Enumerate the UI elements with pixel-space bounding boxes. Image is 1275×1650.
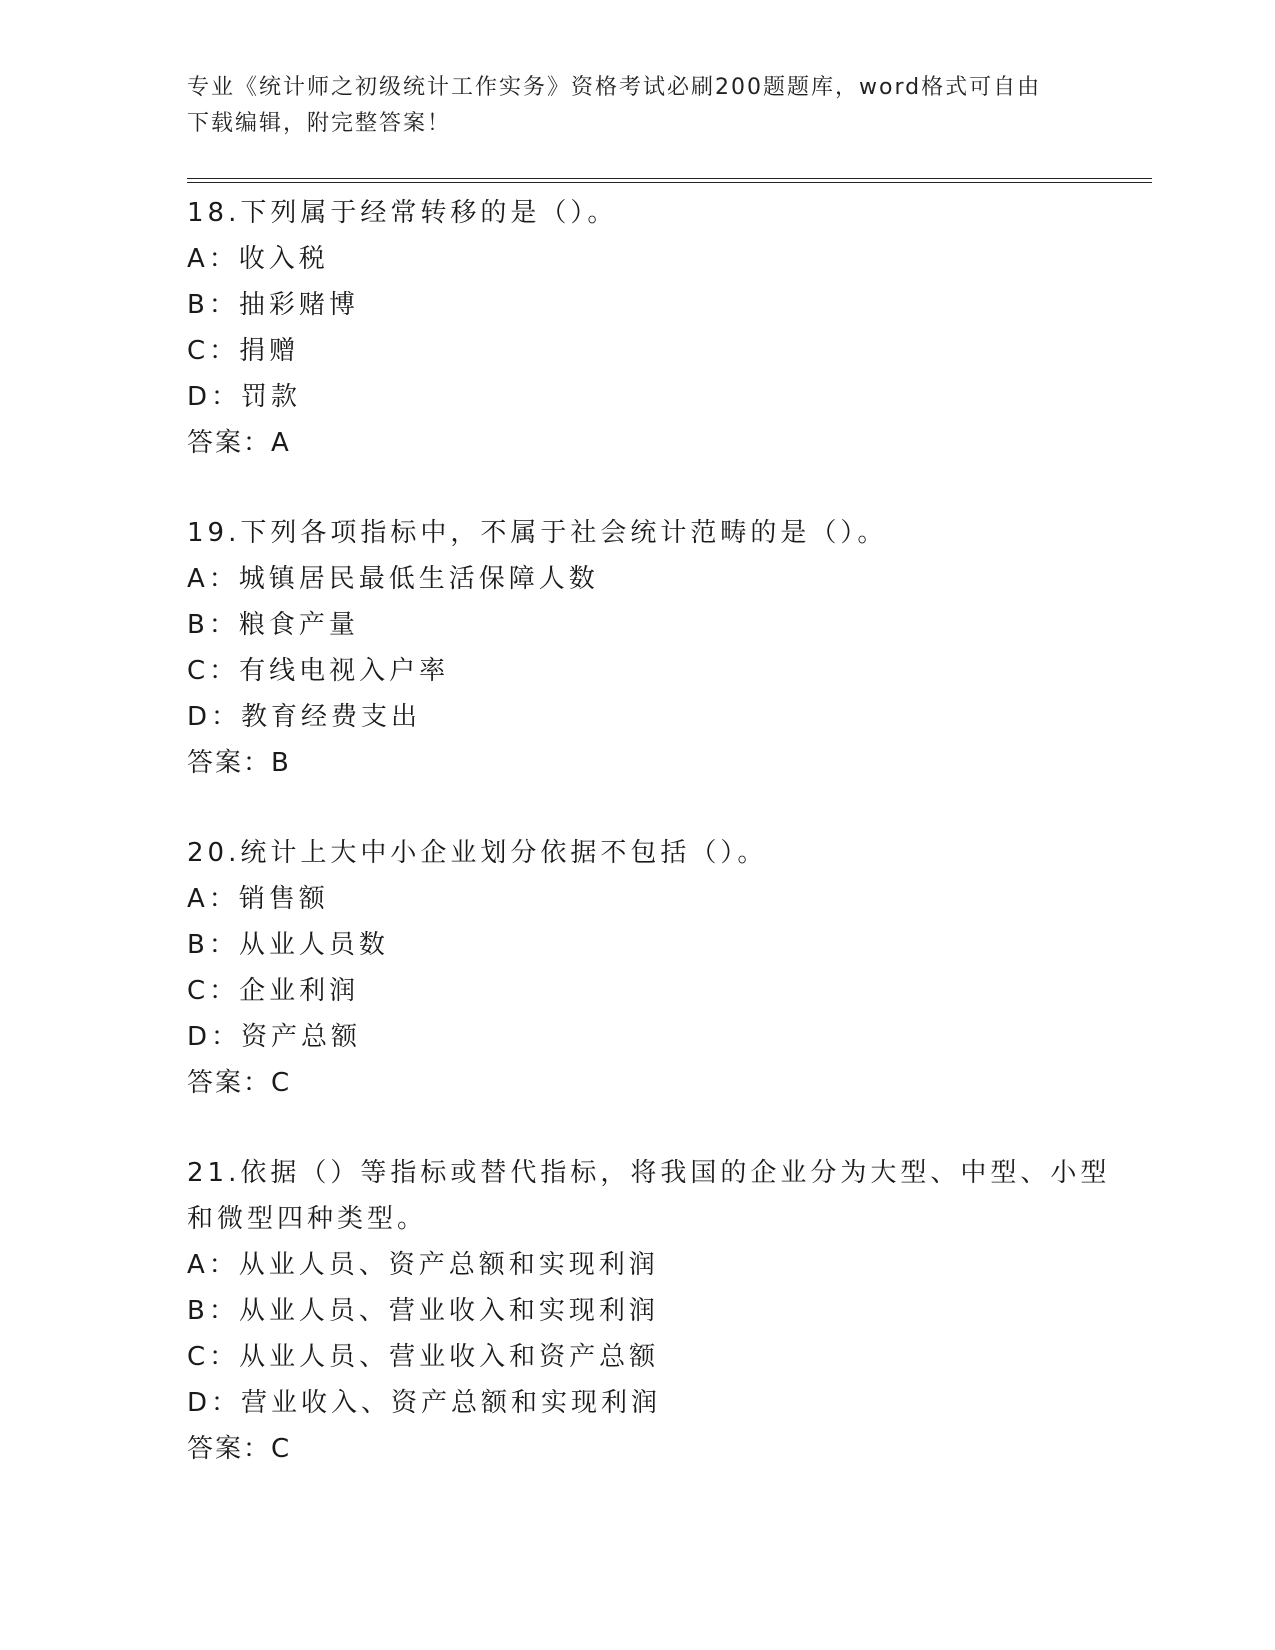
option-b: B：粮食产量 [187,610,359,640]
question-stem: 18.下列属于经常转移的是（）。 [187,198,618,228]
header-line-2: 下载编辑，附完整答案！ [187,111,452,136]
answer-text: 答案：C [187,1434,292,1464]
question-list [187,190,1111,1516]
option-b: B：从业人员数 [187,930,389,960]
option-a: A：收入税 [187,244,329,274]
option-a: A：城镇居民最低生活保障人数 [187,564,599,594]
option-a: A：销售额 [187,884,329,914]
option-b: B：抽彩赌博 [187,290,359,320]
question-21 [187,1150,1111,1472]
header-divider-bottom [187,182,1152,183]
option-d: D：罚款 [187,382,302,412]
question-stem-line-1: 21.依据（）等指标或替代指标，将我国的企业分为大型、中型、小型 [187,1158,1111,1188]
document-header [187,70,1087,142]
option-c: C：捐赠 [187,336,300,366]
option-c: C：从业人员、营业收入和资产总额 [187,1342,660,1372]
option-d: D：教育经费支出 [187,702,422,732]
option-a: A：从业人员、资产总额和实现利润 [187,1250,659,1280]
question-stem: 20.统计上大中小企业划分依据不包括（）。 [187,838,768,868]
question-stem-line-2: 和微型四种类型。 [187,1204,428,1234]
header-divider-top [187,178,1152,179]
answer-text: 答案：C [187,1068,292,1098]
question-stem: 19.下列各项指标中，不属于社会统计范畴的是（）。 [187,518,888,548]
answer-text: 答案：A [187,428,291,458]
question-18 [187,190,1087,466]
option-c: C：有线电视入户率 [187,656,450,686]
question-19 [187,510,1087,786]
option-c: C：企业利润 [187,976,360,1006]
question-20 [187,830,1087,1106]
option-b: B：从业人员、营业收入和实现利润 [187,1296,659,1326]
answer-text: 答案：B [187,748,291,778]
header-line-1: 专业《统计师之初级统计工作实务》资格考试必刷200题题库，word格式可自由 [187,75,1042,100]
option-d: D：营业收入、资产总额和实现利润 [187,1388,662,1418]
option-d: D：资产总额 [187,1022,362,1052]
